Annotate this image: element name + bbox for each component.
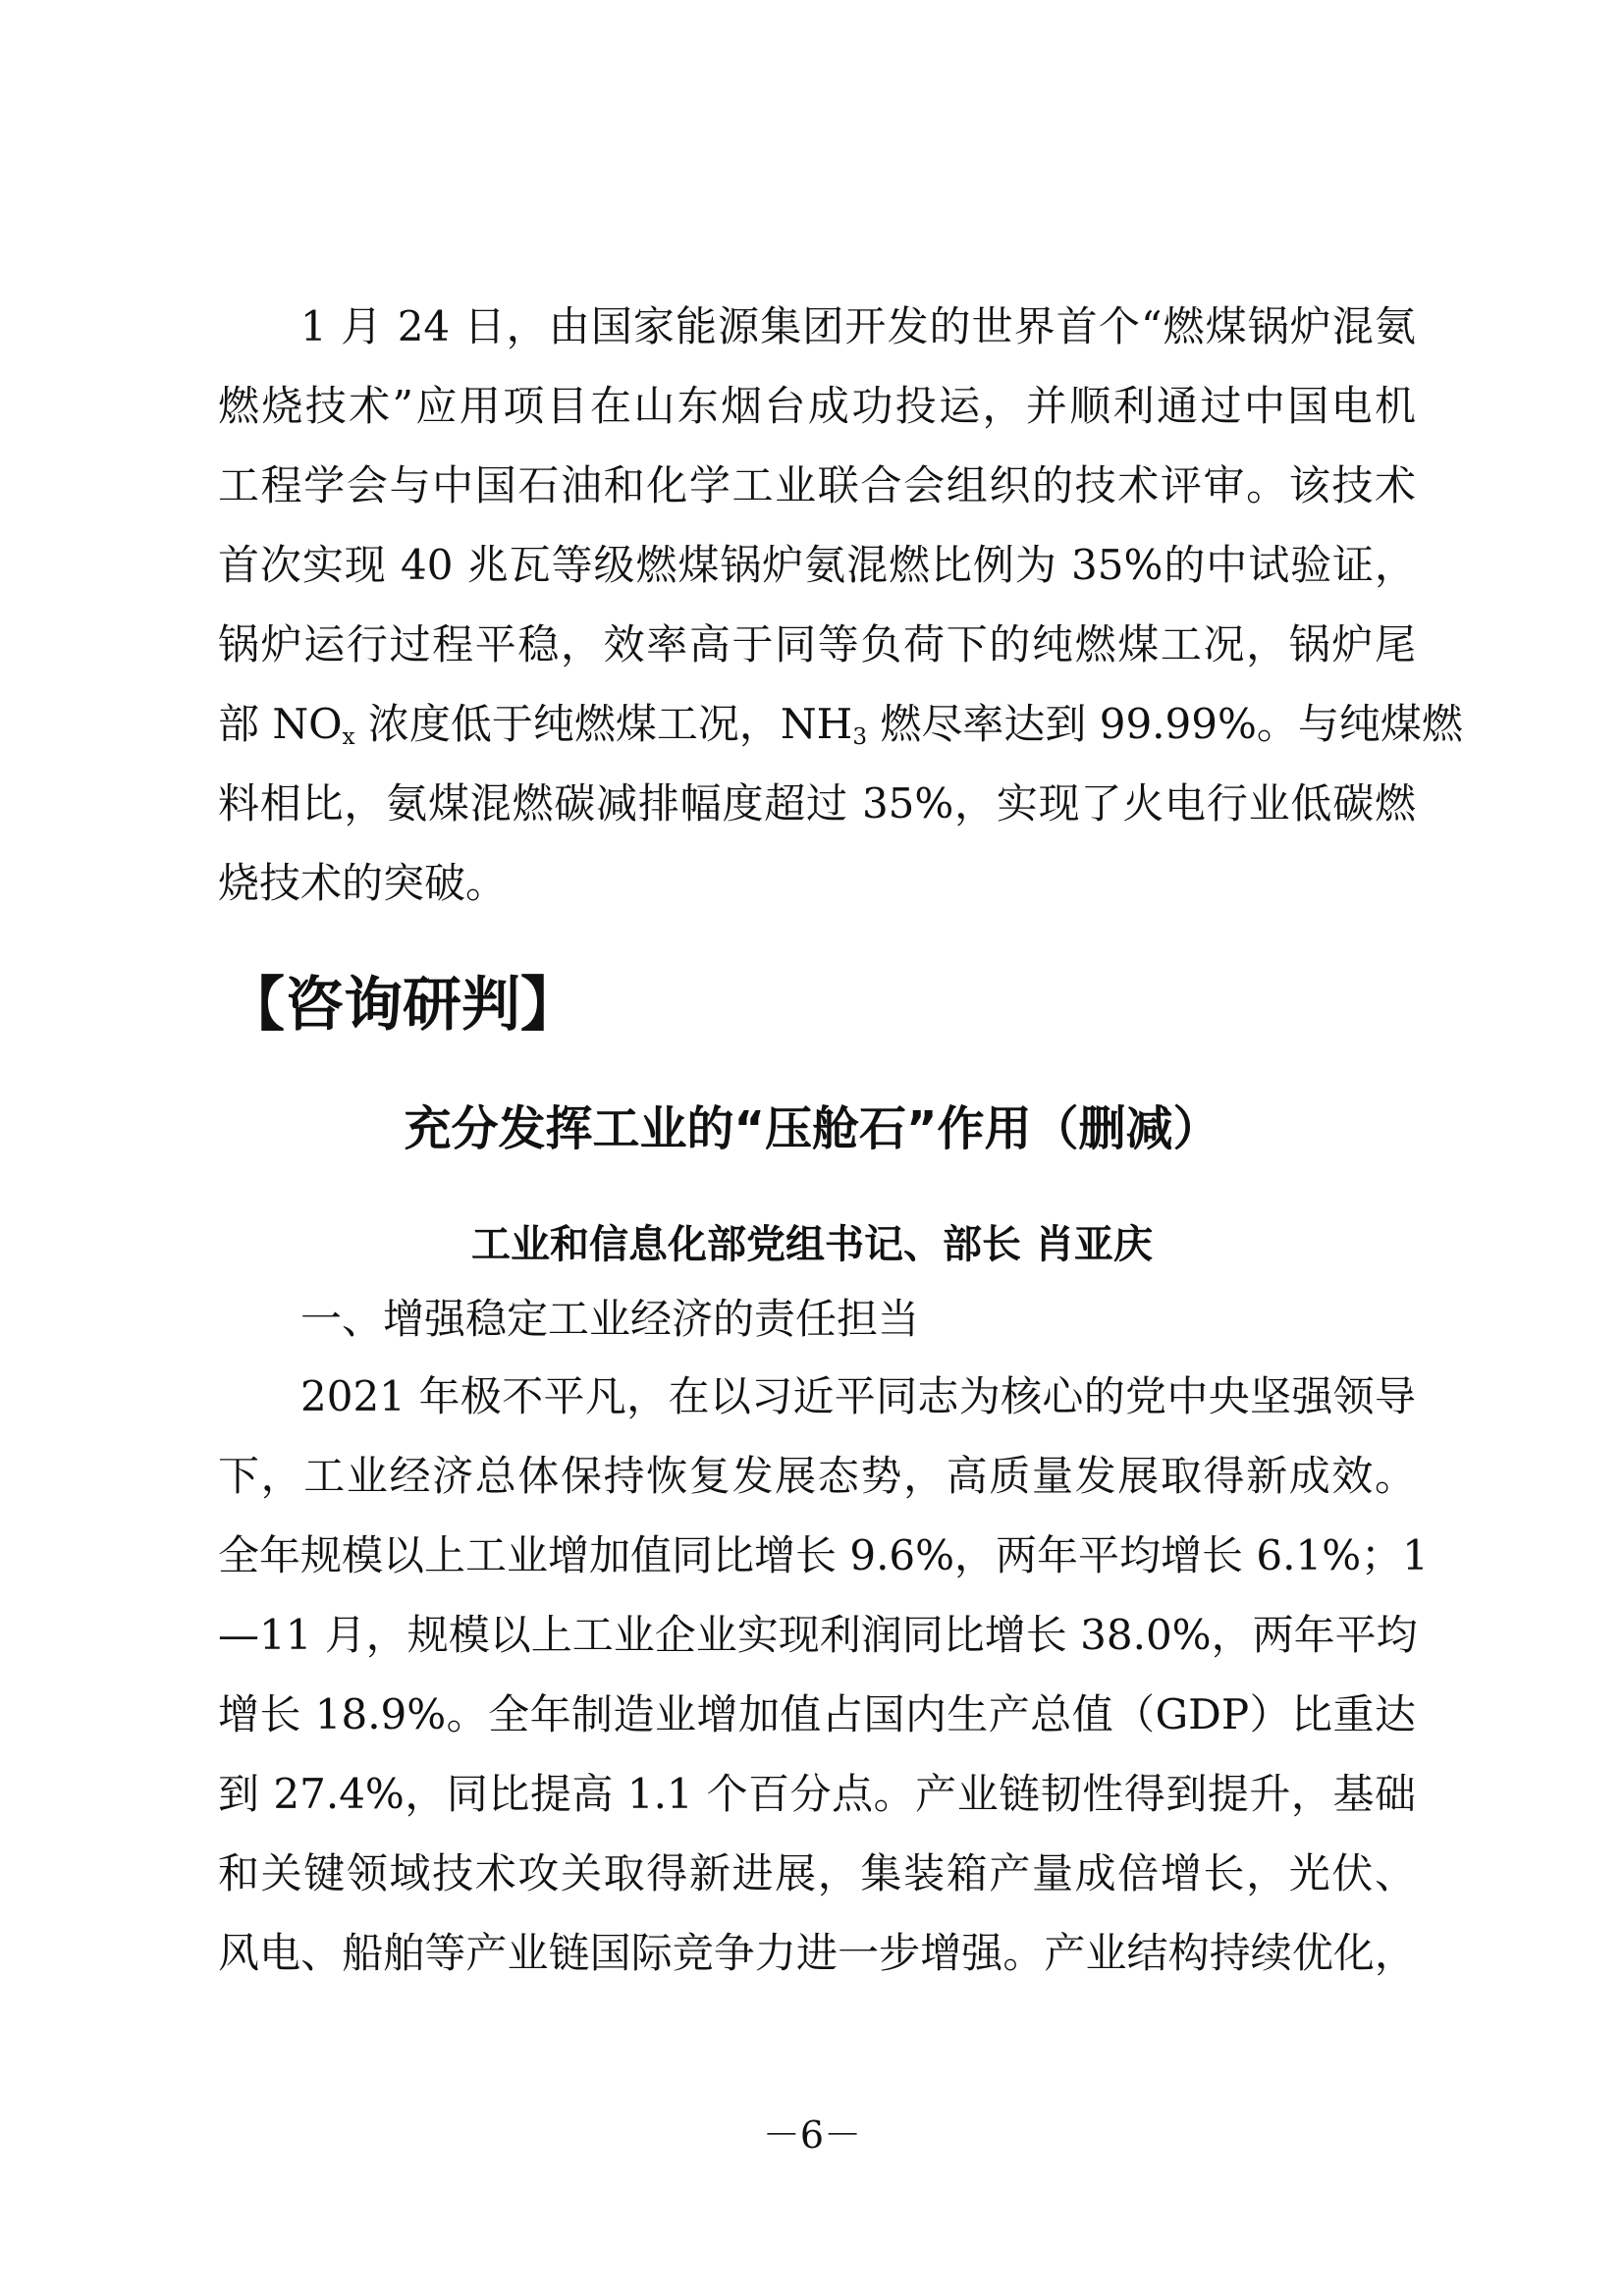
section-title: 【咨询研判】 [226, 971, 579, 1040]
subscript: x [342, 723, 355, 750]
news-paragraph-line: 首次实现 40 兆瓦等级燃煤锅炉氨混燃比例为 35%的中试验证， [218, 541, 1416, 589]
news-paragraph-line: 1 月 24 日，由国家能源集团开发的世界首个“燃煤锅炉混氨 [300, 302, 1416, 350]
page-number: －6－ [762, 2113, 862, 2157]
article-author: 工业和信息化部党组书记、部长 肖亚庆 [471, 1221, 1153, 1267]
news-paragraph-line-with-formulas [218, 695, 1463, 754]
news-paragraph-line: 烧技术的突破。 [218, 859, 508, 907]
article-paragraph-line: 风电、船舶等产业链国际竞争力进一步增强。产业结构持续优化， [218, 1929, 1416, 1977]
article-paragraph-line: 增长 18.9%。全年制造业增加值占国内生产总值（GDP）比重达 [218, 1690, 1416, 1738]
article-paragraph-line: —11 月，规模以上工业企业实现利润同比增长 38.0%，两年平均 [218, 1611, 1418, 1659]
text-segment: 浓度低于纯燃煤工况，NH [354, 700, 853, 748]
article-heading: 一、增强稳定工业经济的责任担当 [300, 1295, 920, 1343]
subscript: 3 [852, 723, 868, 750]
article-paragraph-line: 到 27.4%，同比提高 1.1 个百分点。产业链韧性得到提升，基础 [218, 1770, 1416, 1818]
article-title: 充分发挥工业的“压舱石”作用（删减） [404, 1101, 1220, 1156]
news-paragraph-line: 锅炉运行过程平稳，效率高于同等负荷下的纯燃煤工况，锅炉尾 [218, 620, 1416, 668]
article-paragraph-line: 下，工业经济总体保持恢复发展态势，高质量发展取得新成效。 [218, 1452, 1416, 1500]
news-paragraph-line: 工程学会与中国石油和化学工业联合会组织的技术评审。该技术 [218, 461, 1416, 509]
news-paragraph-line: 燃烧技术”应用项目在山东烟台成功投运，并顺利通过中国电机 [218, 382, 1416, 430]
text-segment: 部 NO [218, 700, 343, 748]
text-segment: 燃尽率达到 99.99%。与纯煤燃 [867, 700, 1463, 748]
article-paragraph-line: 全年规模以上工业增加值同比增长 9.6%，两年平均增长 6.1%；1 [218, 1531, 1429, 1579]
article-paragraph-line: 和关键领域技术攻关取得新进展，集装箱产量成倍增长，光伏、 [218, 1849, 1416, 1897]
article-paragraph-line: 2021 年极不平凡，在以习近平同志为核心的党中央坚强领导 [300, 1372, 1416, 1420]
news-paragraph-line: 料相比，氨煤混燃碳减排幅度超过 35%，实现了火电行业低碳燃 [218, 779, 1416, 828]
